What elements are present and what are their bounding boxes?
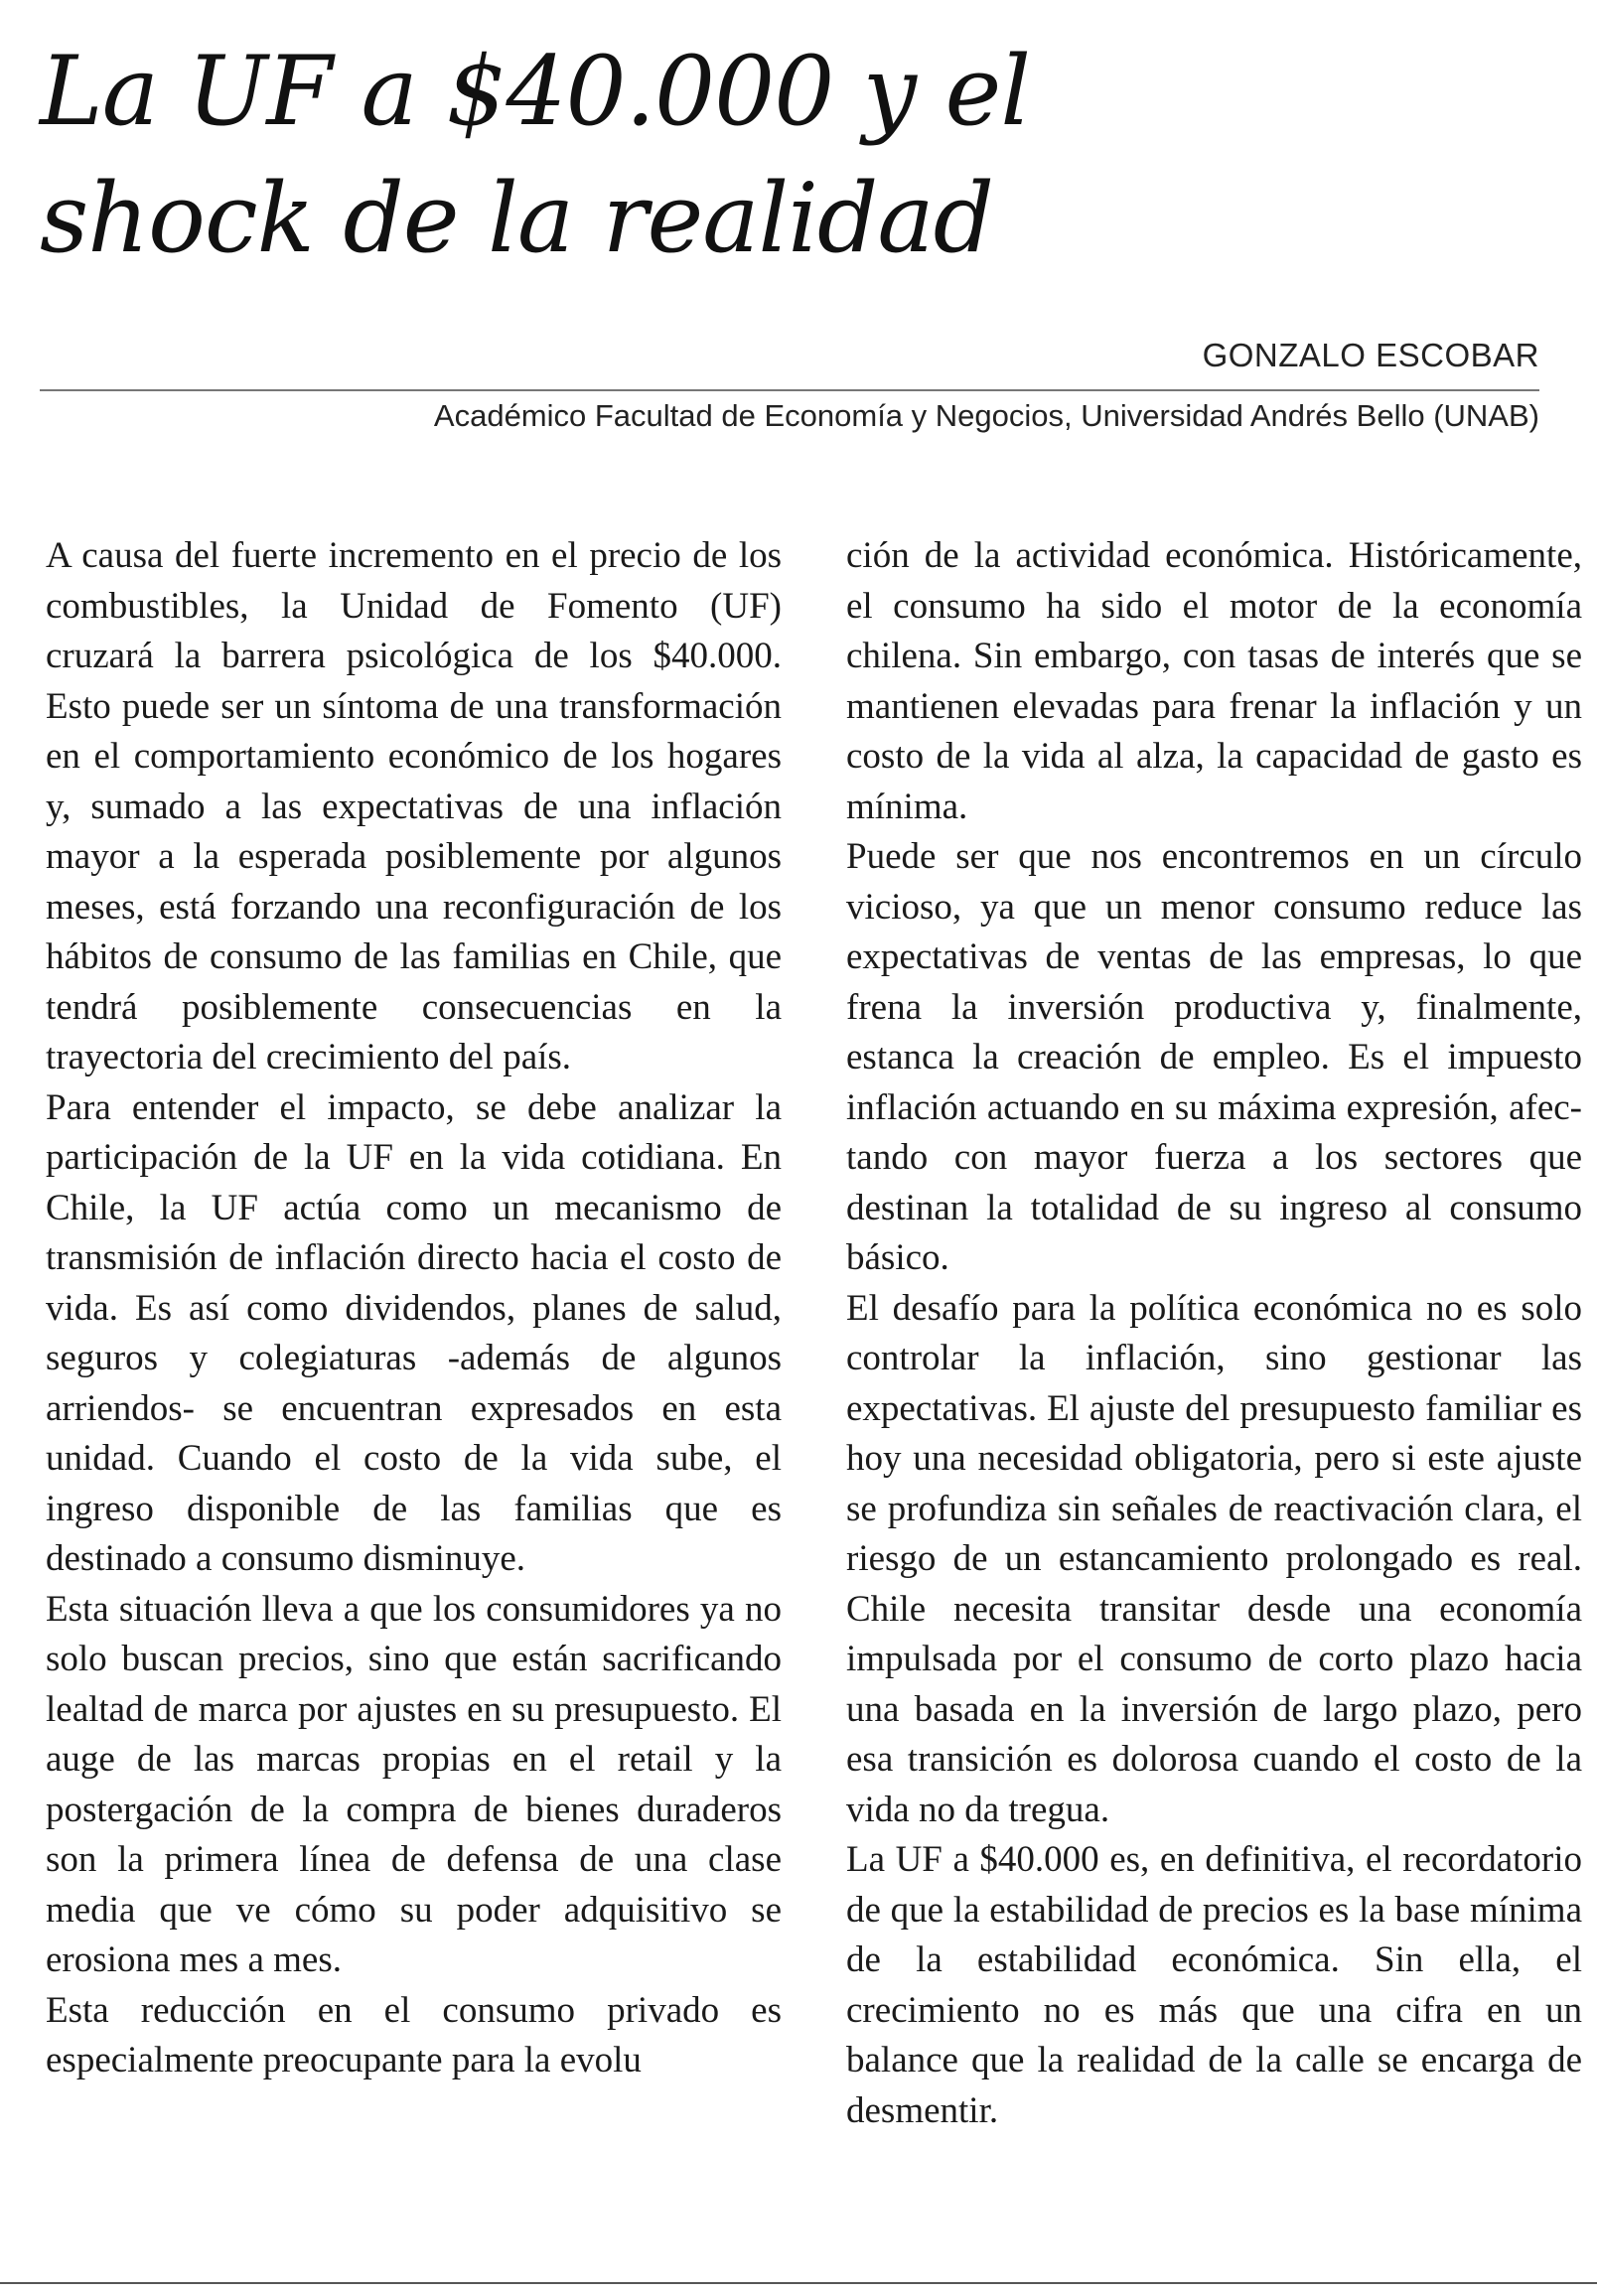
paragraph: A causa del fuerte incremento en el precio de los combustibles, la Unidad de Fomento (UF) cruzará la barrera psicológica de los $40.000. Esto puede ser un síntoma de una transformación en el comportamiento económico de los hogares y, sumado a las expectativas de una inflación mayor a la esperada posiblemente por algunos meses, está forzando una reconfiguración de los hábitos de consumo de las familias en Chile, que tendrá posiblemente consecuencias en la trayectoria del crecimiento del país. bbox=[46, 535, 782, 1077]
page-bottom-divider bbox=[0, 2282, 1597, 2284]
author-affiliation: Académico Facultad de Economía y Negocios, Universidad Andrés Bello (UNAB) bbox=[433, 398, 1539, 433]
body-column-left bbox=[46, 531, 782, 2086]
author-name: GONZALO ESCOBAR bbox=[1202, 337, 1539, 373]
paragraph: El desafío para la política económica no es solo controlar la inflación, sino gestionar las expectativas. El ajuste del presupuesto familiar es hoy una necesidad obligatoria, pero si este ajuste se profundiza sin señales de reactivación clara, el riesgo de un estancamiento prolongado es real. Chile necesita transitar desde una economía impulsada por el consumo de corto plazo hacia una basada en la inversión de largo plazo, pero esa transición es dolorosa cuando el costo de la vida no da tregua. bbox=[846, 1287, 1582, 1830]
paragraph: Para entender el impacto, se debe analizar la participación de la UF en la vida cotidiana. En Chile, la UF actúa como un mecanismo de transmisión de inflación directo hacia el costo de vida. Es así como dividendos, planes de salud, seguros y colegiaturas -además de algunos arriendos- se encuentran expresados en esta unidad. Cuando el costo de la vida sube, el ingreso disponible de las familias que es destinado a consumo disminuye. bbox=[46, 1086, 782, 1579]
byline-divider bbox=[40, 389, 1539, 391]
paragraph: Esta situación lleva a que los consumidores ya no solo buscan precios, sino que están sacrificando lealtad de marca por ajustes en su presupuesto. El auge de las marcas propias en el retail y la postergación de la compra de bienes duraderos son la primera línea de defensa de una clase media que ve cómo su poder adquisitivo se erosiona mes a mes. bbox=[46, 1588, 782, 1980]
paragraph: Esta reducción en el consumo privado es especialmente preocupante para la evolu bbox=[46, 1989, 782, 2081]
paragraph: Puede ser que nos encontremos en un círculo vicioso, ya que un menor consumo reduce las expectativas de ventas de las empresas, lo que frena la inversión productiva y, finalmente, estanca la creación de empleo. Es el impuesto inflación actuando en su máxima expresión, afectando con mayor fuerza a los sectores que destinan la totalidad de su ingreso al consumo básico. bbox=[846, 836, 1582, 1278]
headline-line-2: shock de la realidad bbox=[40, 163, 994, 274]
body-column-right bbox=[846, 531, 1582, 2136]
article-headline bbox=[40, 28, 1182, 282]
paragraph: ción de la actividad económica. Históricamente, el consumo ha sido el motor de la economía chilena. Sin embargo, con tasas de interés que se mantienen elevadas para frenar la inflación y un costo de la vida al alza, la capacidad de gasto es mínima. bbox=[846, 535, 1582, 827]
paragraph: La UF a $40.000 es, en definitiva, el recordatorio de que la estabilidad de precios es la base mínima de la estabilidad económica. Sin ella, el crecimiento no es más que una cifra en un balance que la realidad de la calle se encarga de desmentir. bbox=[846, 1839, 1582, 2131]
headline-line-1: La UF a $40.000 y el bbox=[40, 36, 1031, 147]
